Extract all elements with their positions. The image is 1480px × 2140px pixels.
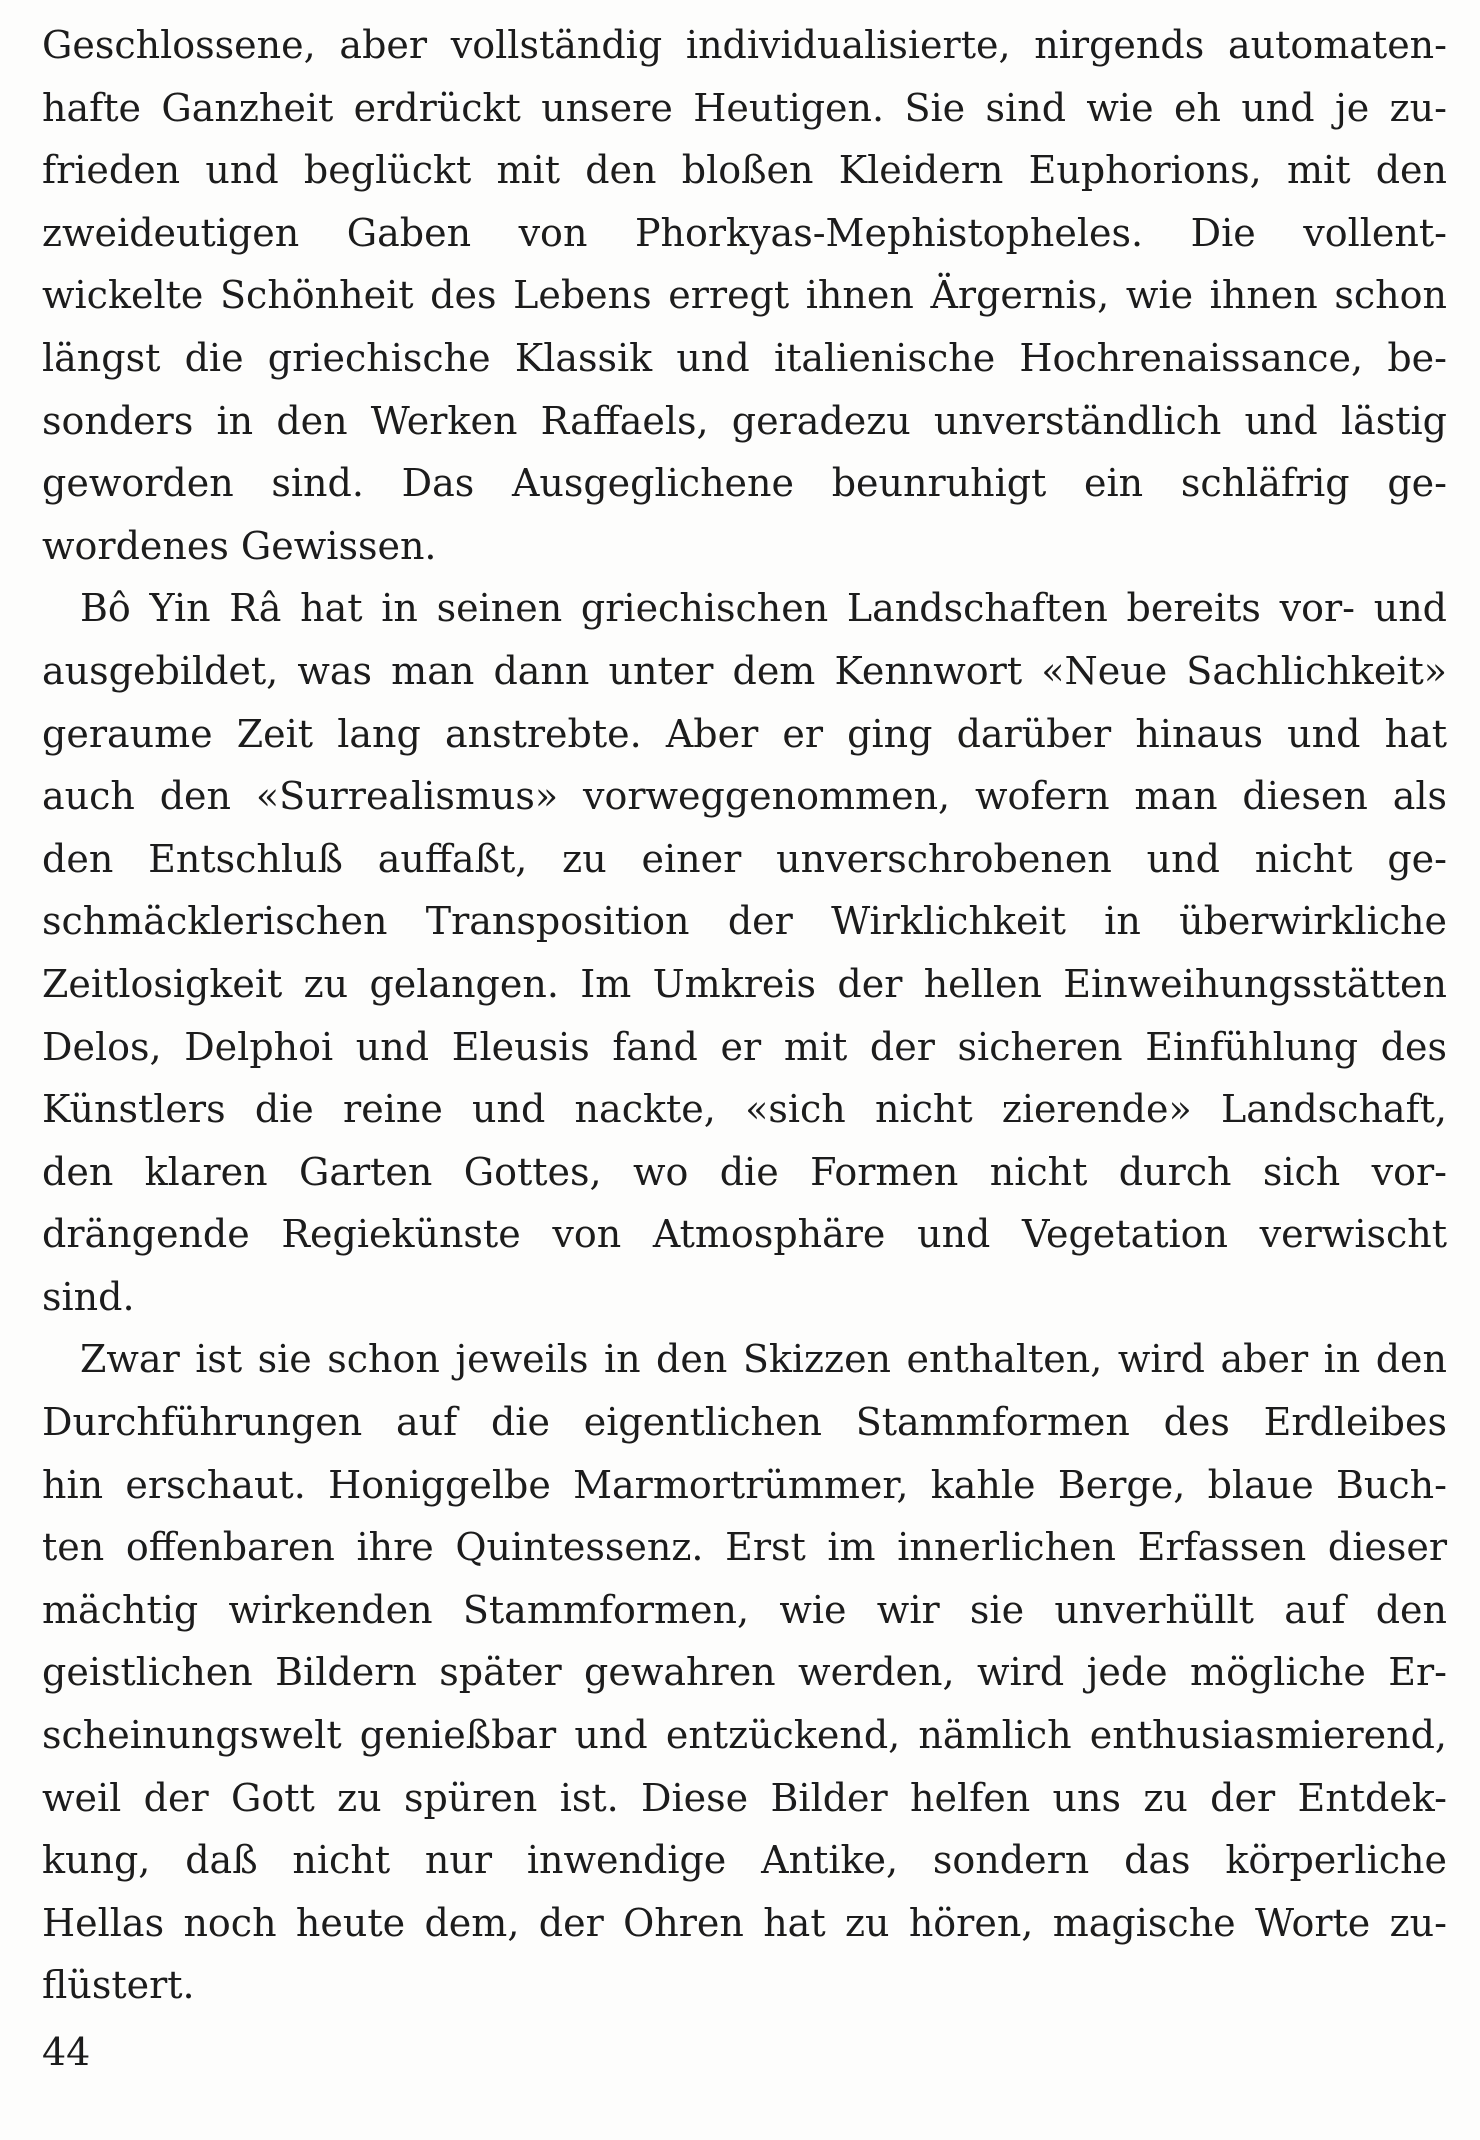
text-line: kung, daß nicht nur inwendige Antike, sondern das körperliche bbox=[42, 1838, 1447, 1883]
text-line: sind. bbox=[42, 1274, 135, 1319]
text-line: weil der Gott zu spüren ist. Diese Bilder helfen uns zu der Entdek- bbox=[42, 1775, 1447, 1820]
text-line: wordenes Gewissen. bbox=[42, 523, 437, 568]
text-line: wickelte Schönheit des Lebens erregt ihnen Ärgernis, wie ihnen schon bbox=[42, 273, 1447, 318]
text-line: Zeitlosigkeit zu gelangen. Im Umkreis der hellen Einweihungsstätten bbox=[42, 961, 1447, 1006]
text-line: hafte Ganzheit erdrückt unsere Heutigen. Sie sind wie eh und je zu- bbox=[42, 85, 1447, 130]
text-line: Hellas noch heute dem, der Ohren hat zu hören, magische Worte zu- bbox=[42, 1900, 1447, 1945]
page-number: 44 bbox=[42, 2030, 91, 2074]
text-line: frieden und beglückt mit den bloßen Kleidern Euphorions, mit den bbox=[42, 148, 1447, 193]
text-line: flüstert. bbox=[42, 1963, 195, 2008]
text-line: auch den «Surrealismus» vorweggenommen, wofern man diesen als bbox=[42, 774, 1447, 819]
text-line: schmäcklerischen Transposition der Wirklichkeit in überwirkliche bbox=[42, 899, 1447, 944]
text-line: scheinungswelt genießbar und entzückend, nämlich enthusiasmierend, bbox=[42, 1713, 1447, 1758]
text-line: ten offenbaren ihre Quintessenz. Erst im innerlichen Erfassen dieser bbox=[42, 1525, 1447, 1570]
body-text bbox=[42, 14, 1447, 2017]
text-line: Künstlers die reine und nackte, «sich nicht zierende» Landschaft, bbox=[42, 1087, 1447, 1132]
text-line: ausgebildet, was man dann unter dem Kennwort «Neue Sachlichkeit» bbox=[42, 648, 1447, 693]
text-line: drängende Regiekünste von Atmosphäre und Vegetation verwischt bbox=[42, 1212, 1447, 1257]
text-line: Delos, Delphoi und Eleusis fand er mit der sicheren Einfühlung des bbox=[42, 1024, 1447, 1069]
text-line: Zwar ist sie schon jeweils in den Skizzen enthalten, wird aber in den bbox=[80, 1337, 1447, 1382]
text-line: den Entschluß auffaßt, zu einer unverschrobenen und nicht ge- bbox=[42, 836, 1447, 881]
text-line: Geschlossene, aber vollständig individualisierte, nirgends automaten- bbox=[42, 23, 1447, 67]
text-line: mächtig wirkenden Stammformen, wie wir sie unverhüllt auf den bbox=[42, 1587, 1447, 1632]
text-line: geworden sind. Das Ausgeglichene beunruhigt ein schläfrig ge- bbox=[42, 461, 1447, 506]
text-line: geraume Zeit lang anstrebte. Aber er ging darüber hinaus und hat bbox=[42, 711, 1447, 756]
text-line: hin erschaut. Honiggelbe Marmortrümmer, kahle Berge, blaue Buch- bbox=[42, 1462, 1447, 1507]
text-line: sonders in den Werken Raffaels, geradezu unverständlich und lästig bbox=[42, 398, 1447, 443]
text-line: zweideutigen Gaben von Phorkyas-Mephistopheles. Die vollent- bbox=[42, 210, 1447, 255]
text-line: den klaren Garten Gottes, wo die Formen nicht durch sich vor- bbox=[42, 1149, 1447, 1194]
text-line: Durchführungen auf die eigentlichen Stammformen des Erdleibes bbox=[42, 1400, 1447, 1445]
text-line: Bô Yin Râ hat in seinen griechischen Landschaften bereits vor- und bbox=[80, 586, 1447, 631]
text-line: geistlichen Bildern später gewahren werden, wird jede mögliche Er- bbox=[42, 1650, 1447, 1695]
text-line: längst die griechische Klassik und italienische Hochrenaissance, be- bbox=[42, 335, 1447, 380]
